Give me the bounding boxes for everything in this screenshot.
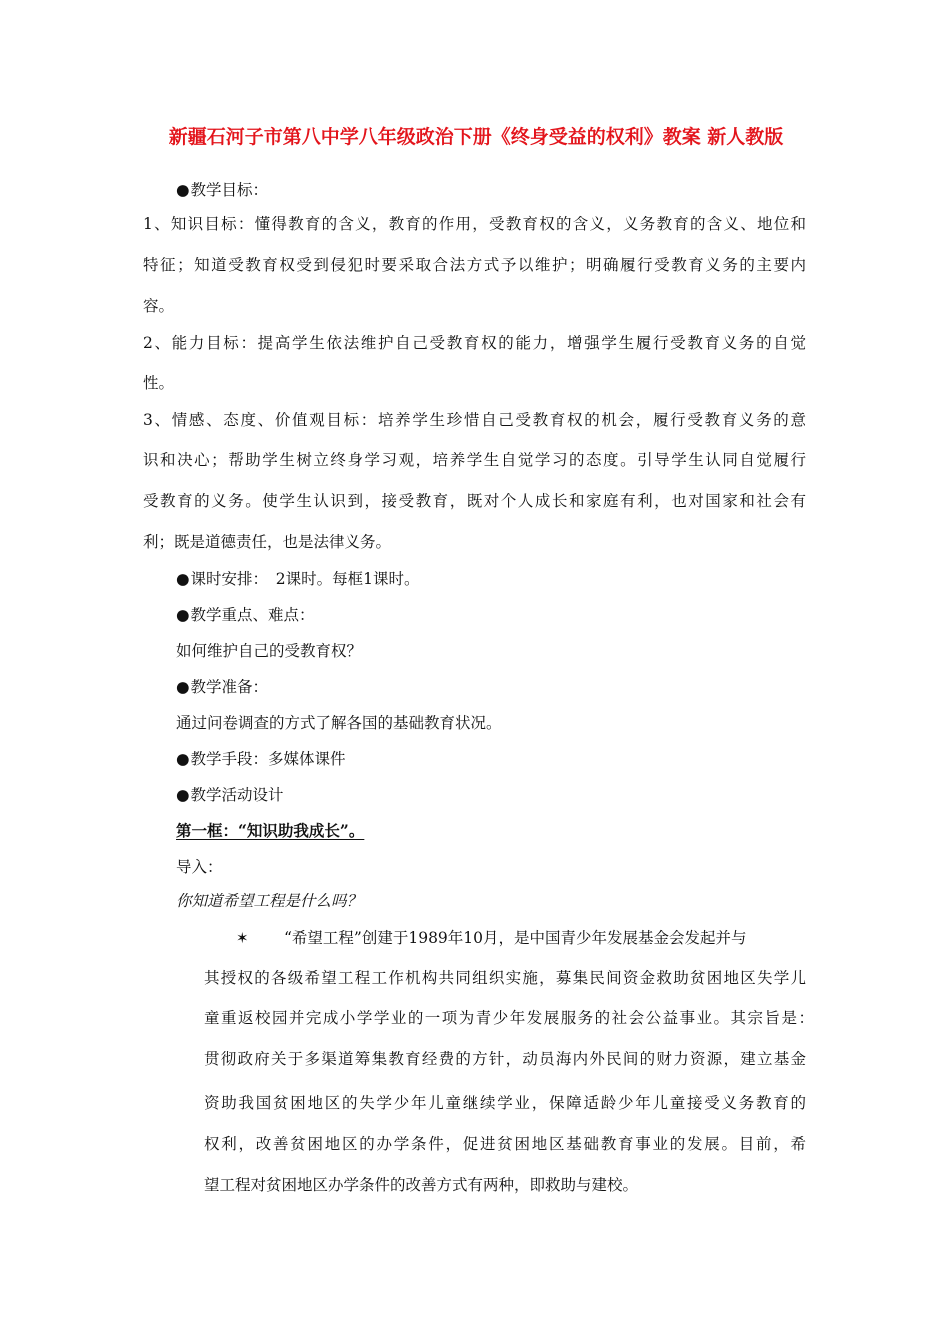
paragraph-text: 教学重点、难点： (190, 606, 315, 624)
paragraph-text: 教学准备： (190, 678, 269, 696)
quote-line: 资助我国贫困地区的失学少年儿童继续学业，保障适龄少年儿童接受义务教育的 (204, 1094, 806, 1112)
paragraph-text: 课时安排： 2课时。每框1课时。 (190, 570, 420, 588)
paragraph-line: 识和决心；帮助学生树立终身学习观，培养学生自觉学习的态度。引导学生认同自觉履行 (143, 451, 806, 469)
section-activity-design (176, 785, 284, 805)
paragraph-line: 通过问卷调查的方式了解各国的基础教育状况。 (176, 714, 502, 732)
paragraph-line: 2、能力目标：提高学生依法维护自己受教育权的能力，增强学生履行受教育义务的自觉 (143, 334, 806, 352)
paragraph-text: 教学手段：多媒体课件 (190, 750, 346, 768)
section-means (176, 749, 346, 769)
section-schedule (176, 569, 420, 589)
bullet-icon: ● (176, 786, 190, 804)
paragraph-line: 如何维护自己的受教育权？ (176, 642, 363, 660)
quote-line: 童重返校园并完成小学学业的一项为青少年发展服务的社会公益事业。其宗旨是： (204, 1009, 814, 1027)
paragraph-line: 1、知识目标：懂得教育的含义，教育的作用，受教育权的含义，义务教育的含义、地位和 (143, 215, 806, 233)
paragraph-text: 教学目标： (190, 181, 269, 199)
first-frame-heading: 第一框：“知识助我成长”。 (176, 821, 365, 840)
paragraph-line: 3、情感、态度、价值观目标：培养学生珍惜自己受教育权的机会，履行受教育义务的意 (143, 411, 806, 429)
section-preparation (176, 677, 268, 697)
star-bullet-icon: ✶ (236, 929, 249, 947)
quote-line: 贯彻政府关于多渠道筹集教育经费的方针，动员海内外民间的财力资源，建立基金 (204, 1050, 806, 1068)
question-line: 你知道希望工程是什么吗？ (176, 892, 363, 910)
paragraph-line: 特征；知道受教育权受到侵犯时要采取合法方式予以维护；明确履行受教育义务的主要内 (143, 256, 806, 274)
section-teaching-goals (176, 180, 268, 200)
paragraph-text: 教学活动设计 (190, 786, 284, 804)
paragraph-line: 导入： (176, 858, 223, 876)
paragraph-text: “希望工程”创建于1989年10月，是中国青少年发展基金会发起并与 (284, 929, 747, 947)
quote-line: 其授权的各级希望工程工作机构共同组织实施，募集民间资金救助贫困地区失学儿 (204, 969, 806, 987)
document-title: 新疆石河子市第八中学八年级政治下册《终身受益的权利》教案 新人教版 (168, 126, 784, 148)
bullet-icon: ● (176, 750, 190, 768)
section-key-points (176, 605, 315, 625)
quote-first-line (236, 928, 806, 948)
paragraph-line: 容。 (143, 297, 175, 315)
paragraph-line: 利；既是道德责任，也是法律义务。 (143, 533, 392, 551)
bullet-icon: ● (176, 606, 190, 624)
bullet-icon: ● (176, 678, 190, 696)
paragraph-line: 性。 (143, 374, 175, 392)
paragraph-line: 受教育的义务。使学生认识到，接受教育，既对个人成长和家庭有利，也对国家和社会有 (143, 492, 806, 510)
bullet-icon: ● (176, 570, 190, 588)
quote-line: 望工程对贫困地区办学条件的改善方式有两种，即救助与建校。 (204, 1176, 639, 1194)
bullet-icon: ● (176, 181, 190, 199)
quote-line: 权利，改善贫困地区的办学条件，促进贫困地区基础教育事业的发展。目前，希 (204, 1135, 806, 1153)
